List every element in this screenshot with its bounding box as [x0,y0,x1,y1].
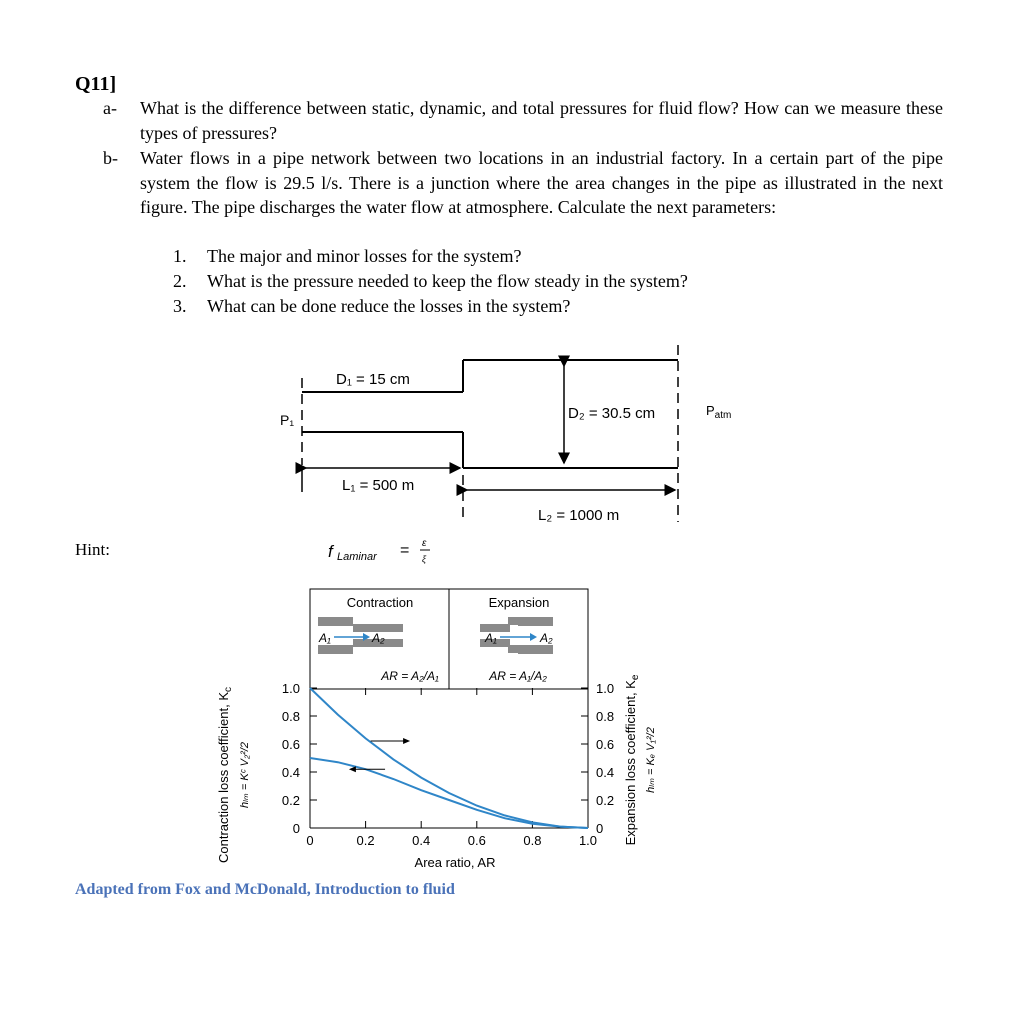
svg-text:A₂: A₂ [540,631,553,645]
expansion-panel-title: Expansion [488,595,550,610]
d1-label: D₁ = 15 cm [336,371,410,388]
x-tick-label: 0.4 [412,833,431,848]
contraction-ar-label: AR = A₂/A₁ [381,669,439,683]
y-tick-label-left: 0 [292,821,300,836]
left-axis-label: Contraction loss coefficient, $K_c$ [216,686,234,864]
part-b-paragraph [103,146,943,220]
x-tick-label: 0 [306,833,314,848]
y-tick-label-left: 0.4 [281,765,300,780]
svg-text:A₁: A₁ [319,631,331,645]
y-tick-label-left: 0.2 [281,793,300,808]
expansion-ar-label: AR = A₁/A₂ [489,669,547,683]
part-a-text: What is the difference between static, dynamic, and total pressures for fluid flow? How can we measure these types of pressures? [140,98,943,143]
svg-text:A₁: A₁ [485,631,497,645]
x-tick-label: 0.2 [356,833,375,848]
svg-text:=: = [400,542,410,559]
y-tick-label-right: 1.0 [596,681,615,696]
x-tick-label: 0.8 [523,833,542,848]
x-tick-label: 1.0 [578,833,598,848]
right-axis-equation: hₗₘ = Kₑ V₁²/2 [645,727,657,793]
l1-label: L₁ = 500 m [342,477,415,494]
hint-label: Hint: [75,540,110,559]
p1-label: P₁ [280,412,295,428]
series-line-expansion [310,688,588,828]
pipe-diagram [270,340,750,530]
y-tick-label-right: 0.4 [596,765,615,780]
arrow-head [403,738,410,744]
svg-text:f: f [328,542,333,561]
part-b-marker: b- [103,148,118,168]
question-heading: Q11] [75,73,117,95]
x-axis-label: Area ratio, AR [414,855,496,870]
friction-formula [320,532,450,568]
y-tick-label-right: 0.6 [596,737,615,752]
d2-label: D₂ = 30.5 cm [568,405,656,422]
figure-caption: Adapted from Fox and McDonald, Introduction to fluid [75,881,455,898]
svg-text:A₂: A₂ [372,631,385,645]
left-axis-equation: hₗₘ = Kᶜ V₂²/2 [239,741,251,809]
part-a-paragraph [103,96,943,145]
part-a-marker: a- [103,98,117,118]
svg-text:ξ: ξ [422,554,427,564]
right-axis-label: Expansion loss coefficient, $K_e$ [623,674,641,846]
loss-coefficient-chart [210,585,660,870]
y-tick-label-right: 0.8 [596,709,615,724]
contraction-panel-title: Contraction [346,595,414,610]
y-tick-label-left: 0.8 [281,709,300,724]
y-tick-label-left: 1.0 [281,681,300,696]
l2-label: L₂ = 1000 m [538,507,620,524]
plot-area [282,681,614,848]
svg-text:ε: ε [422,538,427,549]
patm-label: $P_{atm}$ [706,403,732,421]
y-tick-label-right: 0.2 [596,793,615,808]
svg-text:Laminar: Laminar [337,551,377,563]
arrow-head [349,766,356,772]
x-tick-label: 0.6 [467,833,486,848]
y-tick-label-left: 0.6 [281,737,300,752]
y-tick-label-right: 0 [596,821,604,836]
part-b-text: Water flows in a pipe network between two locations in an industrial factory. In a certain part of the pipe system the flow is 29.5 l/s. There is a junction where the area changes in the pipe as illustrated in the next figure. The pipe discharges the water flow at atmosphere. Calculate the next parameters: [140,148,943,217]
